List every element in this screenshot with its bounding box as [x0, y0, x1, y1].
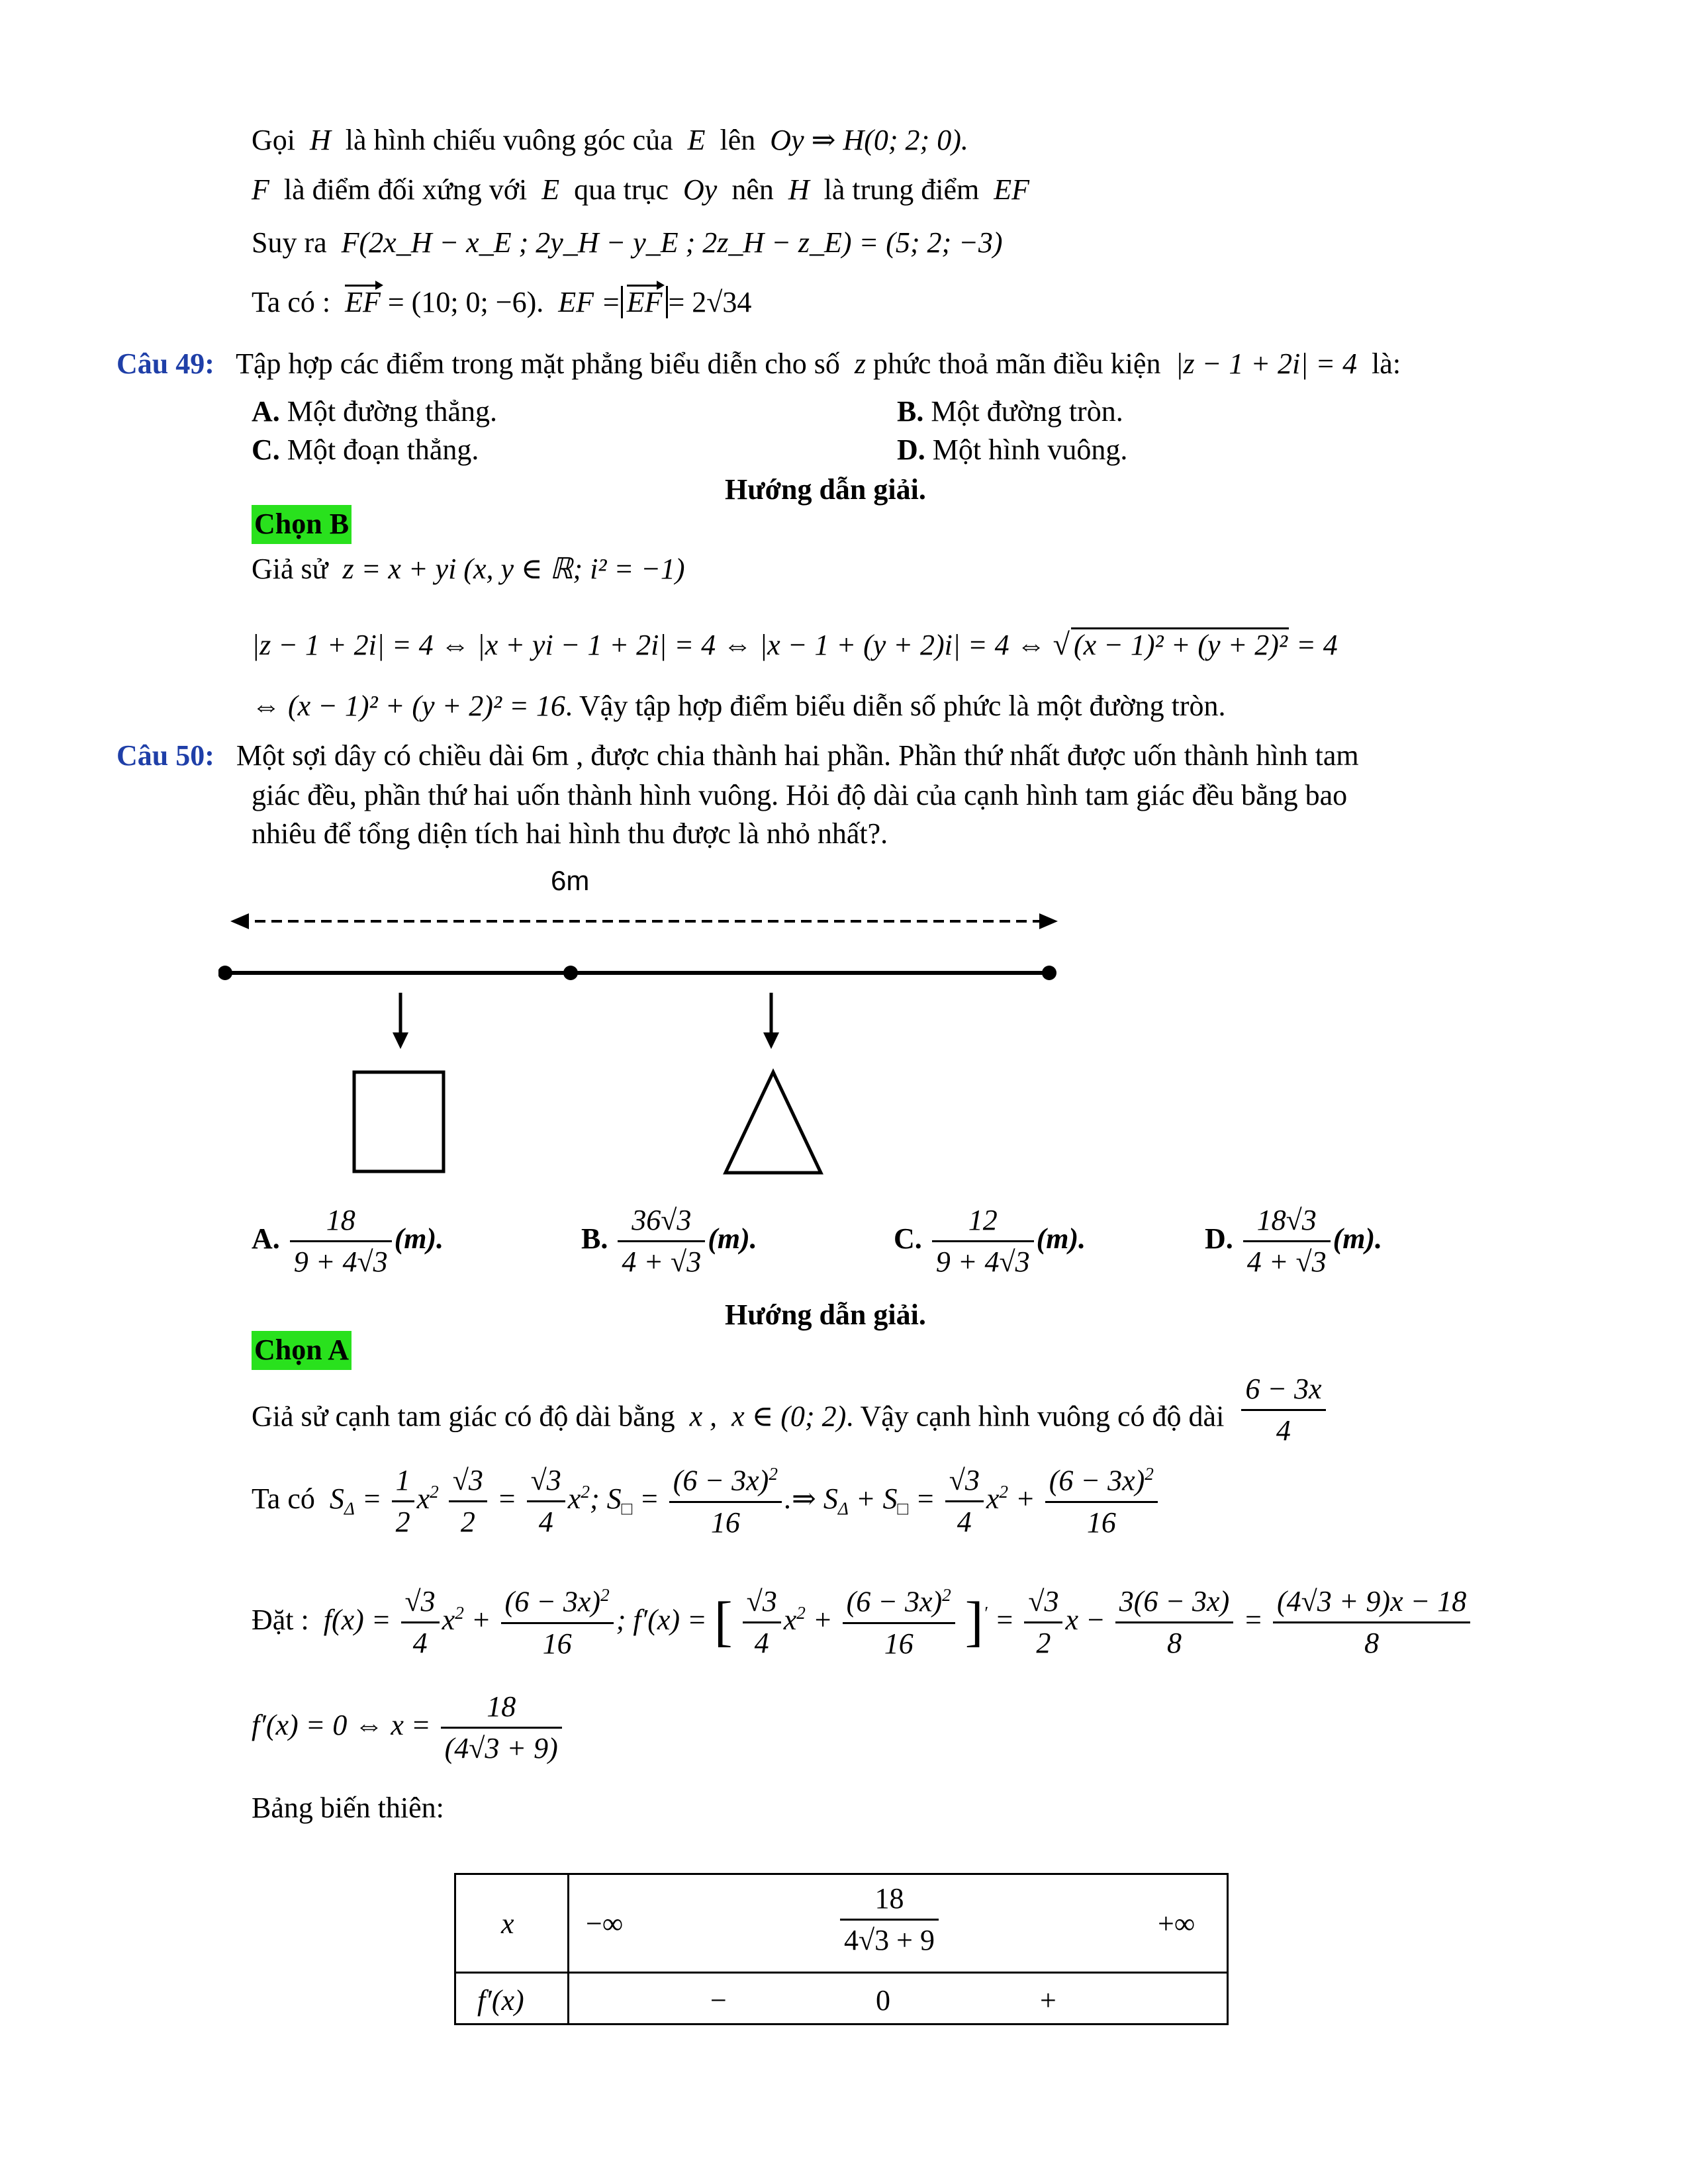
table-sign-minus: −	[710, 1984, 727, 2017]
q49-answer: Chọn B	[252, 510, 352, 539]
triangle-shape	[726, 1072, 821, 1173]
table-row-x-label: x	[501, 1907, 514, 1940]
q49-stem: Câu 49: Tập hợp các điểm trong mặt phẳng biểu diễn cho số z phức thoả mãn điều kiện |z − 1 + 2i| = 4 là:	[117, 347, 1401, 380]
q49-label: Câu 49:	[117, 347, 214, 380]
table-critical-point: $\frac{18}{4√3 + 9}$	[837, 1883, 941, 1957]
table-pos-inf: +∞	[1158, 1907, 1196, 1940]
wire-end-right	[1042, 966, 1056, 980]
q50-step-1: Giả sử cạnh tam giác có độ dài bằng x , x ∈ (0; 2). Vậy cạnh hình vuông có độ dài $\frac{6 - 3x}{4}$	[252, 1373, 1329, 1447]
q50-step-4: f′(x) = 0 ⇔ x = $\frac{18}{(4√3 + 9)}$	[252, 1691, 565, 1765]
wire-cut-point	[563, 966, 578, 980]
q50-table-caption: Bảng biến thiên:	[252, 1792, 444, 1824]
q49-step-1: Giả sử z = x + yi (x, y ∈ ℝ; i² = −1)	[252, 553, 685, 585]
square-shape	[354, 1072, 444, 1171]
vector-ef: EF	[345, 286, 381, 318]
wire-end-left	[218, 966, 232, 980]
q49-option-a: A. Một đường thẳng.	[252, 395, 497, 428]
intro-line-3: Suy ra F(2x_H − x_E ; 2y_H − y_E ; 2z_H − z_E) = (5; 2; −3)	[252, 226, 1003, 259]
table-vertical-divider	[567, 1875, 569, 2023]
q50-step-3: Đặt : f(x) = $\frac{√3}{4}$ $x^2$ + $\frac{(6 - 3x)^2}{16}$ ; f′(x) = [ $\frac{√3}{4}$ $x^2$ + $\frac{(6 - 3x)^2}{16}$ ]′ = $\frac{√3}{2}$ x − $\frac{3(6 - 3x)}{8}$ = $\frac{(4√3 + 9)x - 18}{8}$	[252, 1585, 1473, 1660]
q50-answer: Chọn A	[252, 1336, 352, 1365]
table-zero: 0	[876, 1984, 890, 2017]
q50-option-a: A. $\frac{18}{9 + 4√3}$ (m).	[252, 1204, 444, 1279]
q50-guide-heading: Hướng dẫn giải.	[725, 1298, 926, 1331]
q50-step-2: Ta có $S_\Delta$ = $\frac{1}{2}$ $x^2$ $\frac{√3}{2}$ = $\frac{√3}{4}$ $x^2$; $S_□$ = $\frac{(6 - 3x)^2}{16}$ .⇒ $S_\Delta + S_□$ = $\frac{√3}{4}$ $x^2$ + $\frac{(6 - 3x)^2}{16}$	[252, 1464, 1160, 1539]
down-arrow-right	[763, 993, 779, 1049]
q49-option-b: B. Một đường tròn.	[897, 395, 1123, 428]
table-neg-inf: −∞	[586, 1907, 624, 1940]
table-horizontal-divider	[456, 1972, 1227, 1974]
q49-step-2: |z − 1 + 2i| = 4 ⇔ |x + yi − 1 + 2i| = 4 ⇔ |x − 1 + (y + 2)i| = 4 ⇔ √ (x − 1)² + (y + 2)² = 4	[252, 627, 1338, 661]
q49-option-d: D. Một hình vuông.	[897, 433, 1128, 466]
q50-stem-line-1: Câu 50: Một sợi dây có chiều dài 6m , được chia thành hai phần. Phần thứ nhất được uốn thành hình tam	[117, 739, 1359, 772]
intro-line-4: Ta có : EF = (10; 0; −6). EF = EF = 2√34	[252, 286, 752, 318]
q50-option-c: C. $\frac{12}{9 + 4√3}$ (m).	[894, 1204, 1086, 1279]
q49-step-3: ⇔ (x − 1)² + (y + 2)² = 16. Vậy tập hợp điểm biểu diễn số phức là một đường tròn.	[252, 690, 1226, 722]
q49-guide-heading: Hướng dẫn giải.	[725, 473, 926, 506]
q50-label: Câu 50:	[117, 739, 214, 772]
dashed-dimension-arrow	[230, 913, 1058, 929]
down-arrow-left	[393, 993, 408, 1049]
figure-length-label: 6m	[551, 865, 590, 896]
q50-option-d: D. $\frac{18√3}{4 + √3}$ (m).	[1205, 1204, 1383, 1279]
q50-stem-line-2: giác đều, phần thứ hai uốn thành hình vuông. Hỏi độ dài của cạnh hình tam giác đều bằng bao	[252, 779, 1348, 811]
table-row-fprime-label: f′(x)	[477, 1984, 524, 2017]
q50-option-b: B. $\frac{36√3}{4 + √3}$ (m).	[581, 1204, 757, 1279]
intro-line-1: Gọi H là hình chiếu vuông góc của E lên Oy ⇒ H(0; 2; 0).	[252, 124, 968, 156]
variation-table	[454, 1873, 1229, 2025]
q49-option-c: C. Một đoạn thẳng.	[252, 433, 479, 466]
wire-figure	[218, 907, 1079, 1185]
table-sign-plus: +	[1040, 1984, 1056, 2017]
intro-line-2: F là điểm đối xứng với E qua trục Oy nên H là trung điểm EF	[252, 173, 1030, 206]
q50-stem-line-3: nhiêu để tổng diện tích hai hình thu được là nhỏ nhất?.	[252, 817, 888, 850]
